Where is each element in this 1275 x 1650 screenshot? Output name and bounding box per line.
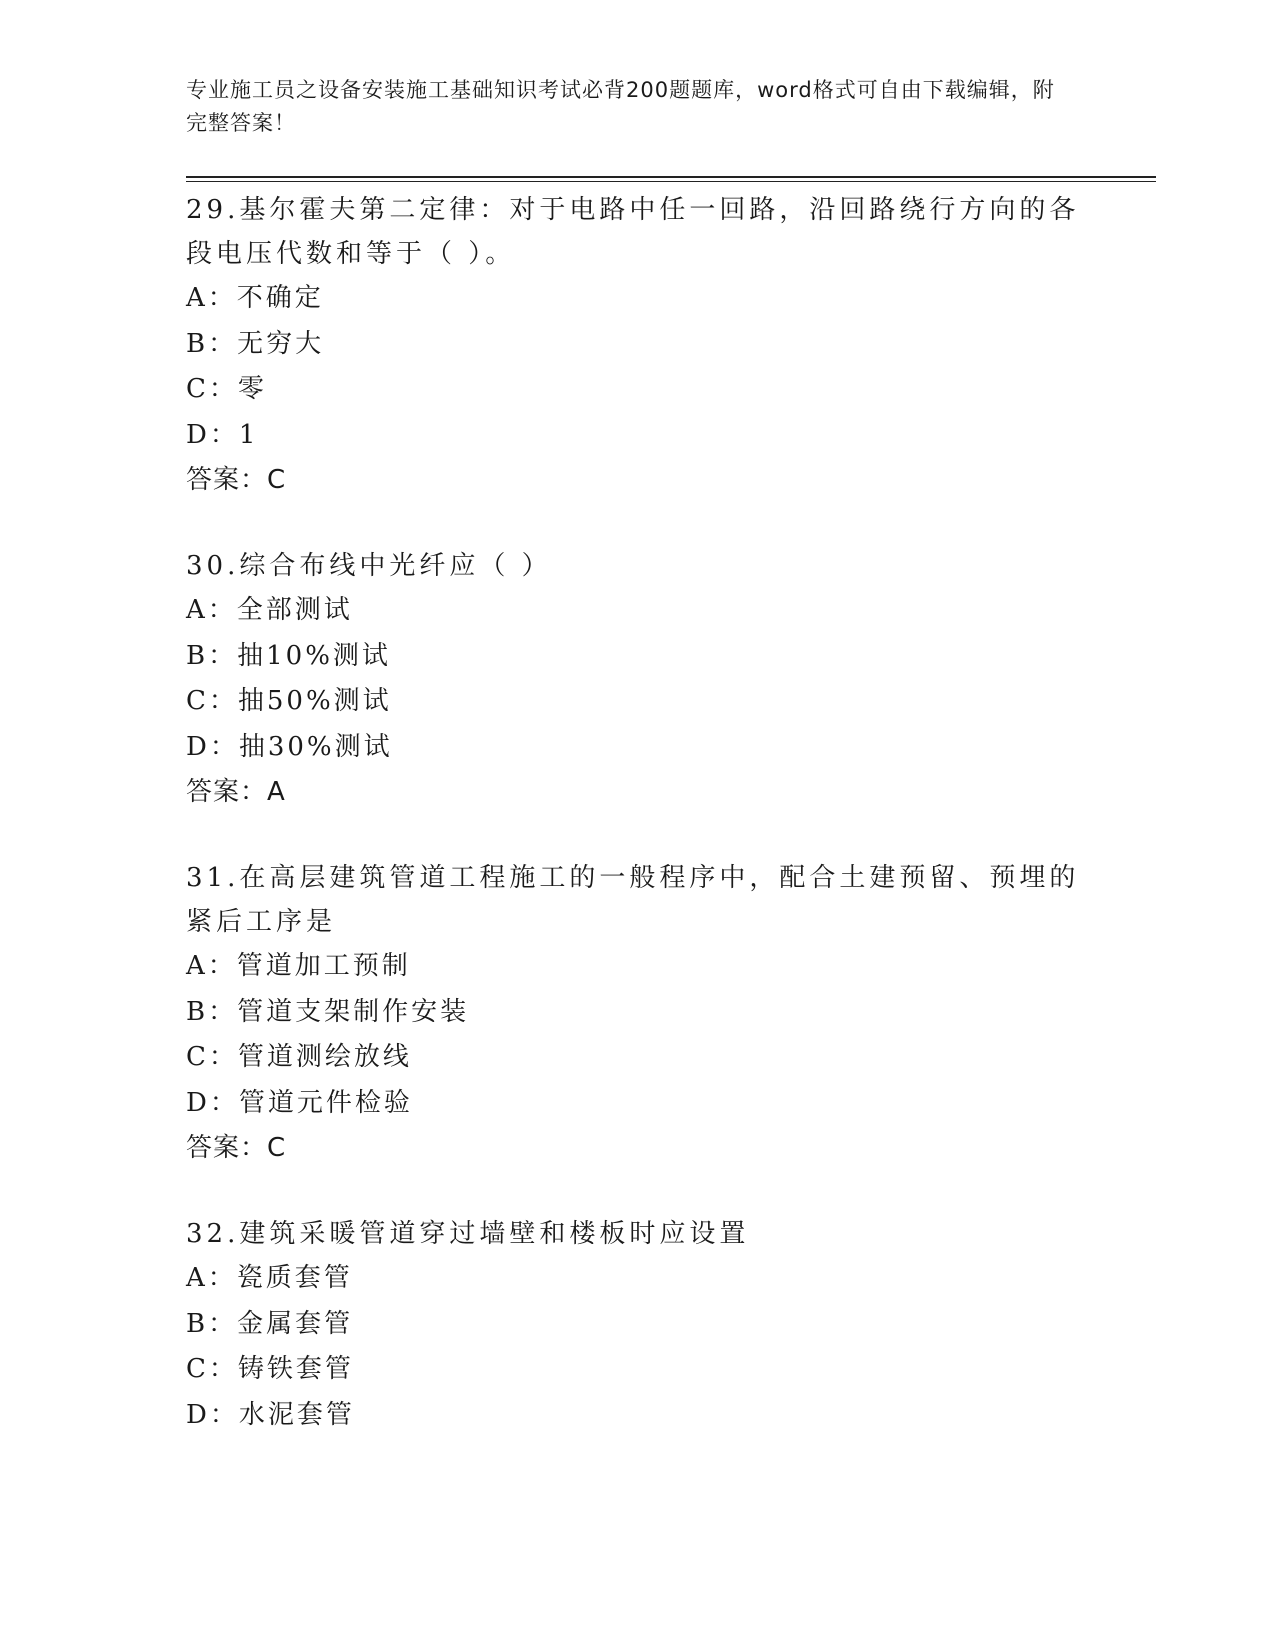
option-b: B：抽10%测试 (186, 640, 391, 671)
option-a: A：管道加工预制 (186, 951, 411, 981)
answer: 答案：C (186, 1133, 287, 1163)
option-c: C：管道测绘放线 (186, 1042, 412, 1072)
option-a: A：瓷质套管 (186, 1263, 353, 1293)
option-d: D：1 (186, 419, 259, 450)
option-b: B：管道支架制作安装 (186, 996, 470, 1027)
question-32 (186, 1212, 1086, 1438)
question-31 (186, 856, 1086, 1170)
option-d: D：抽30%测试 (186, 731, 393, 762)
answer: 答案：C (186, 465, 287, 495)
question-text: 30.综合布线中光纤应（ ） (186, 551, 552, 581)
option-a: A：全部测试 (186, 595, 353, 625)
document-header: 专业施工员之设备安装施工基础知识考试必背200题题库，word格式可自由下载编辑，附完整答案！ (186, 78, 1055, 135)
question-29 (186, 188, 1086, 502)
option-a: A：不确定 (186, 283, 324, 313)
question-text: 29.基尔霍夫第二定律：对于电路中任一回路，沿回路绕行方向的各段电压代数和等于（ ）。 (186, 195, 1080, 269)
option-d: D：水泥套管 (186, 1399, 355, 1430)
answer: 答案：A (186, 777, 286, 807)
option-b: B：无穷大 (186, 328, 325, 359)
header-rule-thick (186, 176, 1156, 178)
question-30 (186, 544, 1086, 814)
option-c: C：抽50%测试 (186, 686, 392, 716)
option-b: B：金属套管 (186, 1308, 354, 1339)
option-d: D：管道元件检验 (186, 1087, 413, 1118)
question-text: 31.在高层建筑管道工程施工的一般程序中，配合土建预留、预埋的紧后工序是 (186, 863, 1080, 937)
question-text: 32.建筑采暖管道穿过墙壁和楼板时应设置 (186, 1219, 750, 1249)
option-c: C：零 (186, 374, 267, 404)
header-rule-thin (186, 181, 1156, 182)
question-list (186, 188, 1086, 1480)
option-c: C：铸铁套管 (186, 1354, 354, 1384)
